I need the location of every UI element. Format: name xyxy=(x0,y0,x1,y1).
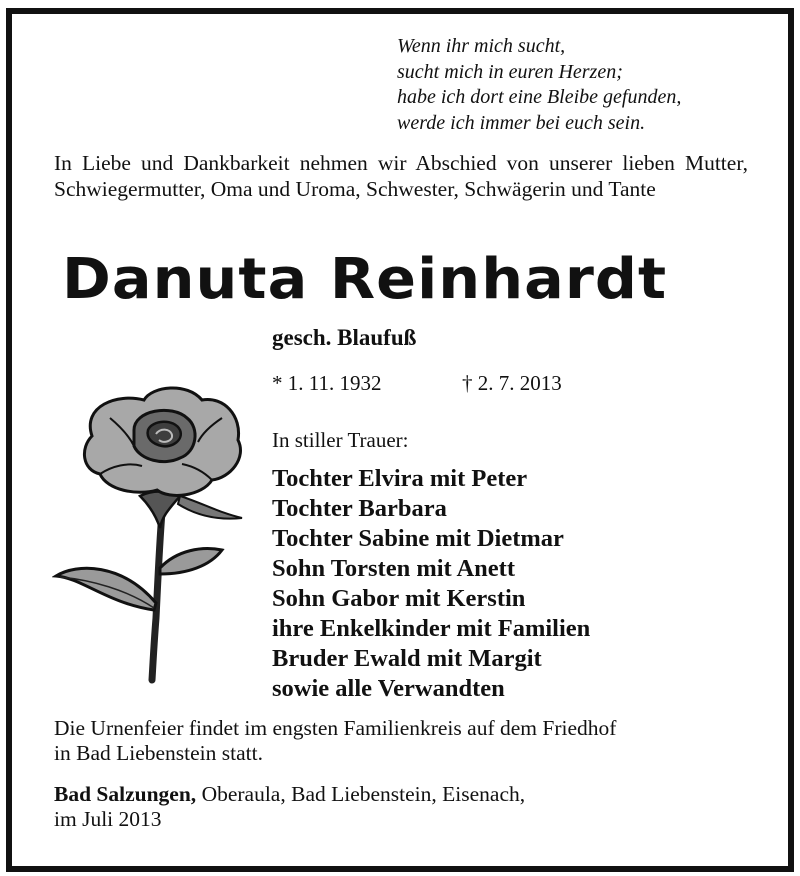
poem-line: habe ich dort eine Bleibe gefunden, xyxy=(397,86,682,108)
other-places: Oberaula, Bad Liebenstein, Eisenach, xyxy=(196,782,526,806)
mourners-list xyxy=(272,464,590,704)
mourner-item: Sohn Torsten mit Anett xyxy=(272,555,516,582)
main-place: Bad Salzungen, xyxy=(54,782,197,806)
intro-text: In Liebe und Dankbarkeit nehmen wir Abschied von unserer lieben Mutter, Schwiegermutter, Oma und Uroma, Schwester, Schwägerin und Tante xyxy=(54,151,748,201)
location-date xyxy=(54,782,525,832)
poem-line: sucht mich in euren Herzen; xyxy=(397,60,623,83)
death-date: † 2. 7. 2013 xyxy=(462,371,562,395)
urn-notice xyxy=(54,716,616,766)
mourner-item: ihre Enkelkinder mit Familien xyxy=(272,615,591,642)
poem-line: Wenn ihr mich sucht, xyxy=(397,35,566,57)
mourner-item: Tochter Barbara xyxy=(272,495,447,522)
mourner-item: sowie alle Verwandten xyxy=(272,675,505,702)
mourner-item: Tochter Sabine mit Dietmar xyxy=(272,525,564,552)
maiden-name: gesch. Blaufuß xyxy=(272,325,417,350)
mourner-item: Bruder Ewald mit Margit xyxy=(272,645,542,672)
poem-line: werde ich immer bei euch sein. xyxy=(397,111,646,134)
mourner-item: Sohn Gabor mit Kerstin xyxy=(272,585,526,612)
mourning-label: In stiller Trauer: xyxy=(272,428,409,452)
urn-notice-line: in Bad Liebenstein statt. xyxy=(54,741,263,765)
urn-notice-line: Die Urnenfeier findet im engsten Familienkreis auf dem Friedhof xyxy=(54,716,617,740)
poem xyxy=(397,34,681,136)
birth-date: * 1. 11. 1932 xyxy=(272,371,382,395)
rose-icon xyxy=(52,378,252,688)
mourner-item: Tochter Elvira mit Peter xyxy=(272,465,528,492)
deceased-name: Danuta Reinhardt xyxy=(62,247,668,312)
date-line: im Juli 2013 xyxy=(54,807,162,831)
